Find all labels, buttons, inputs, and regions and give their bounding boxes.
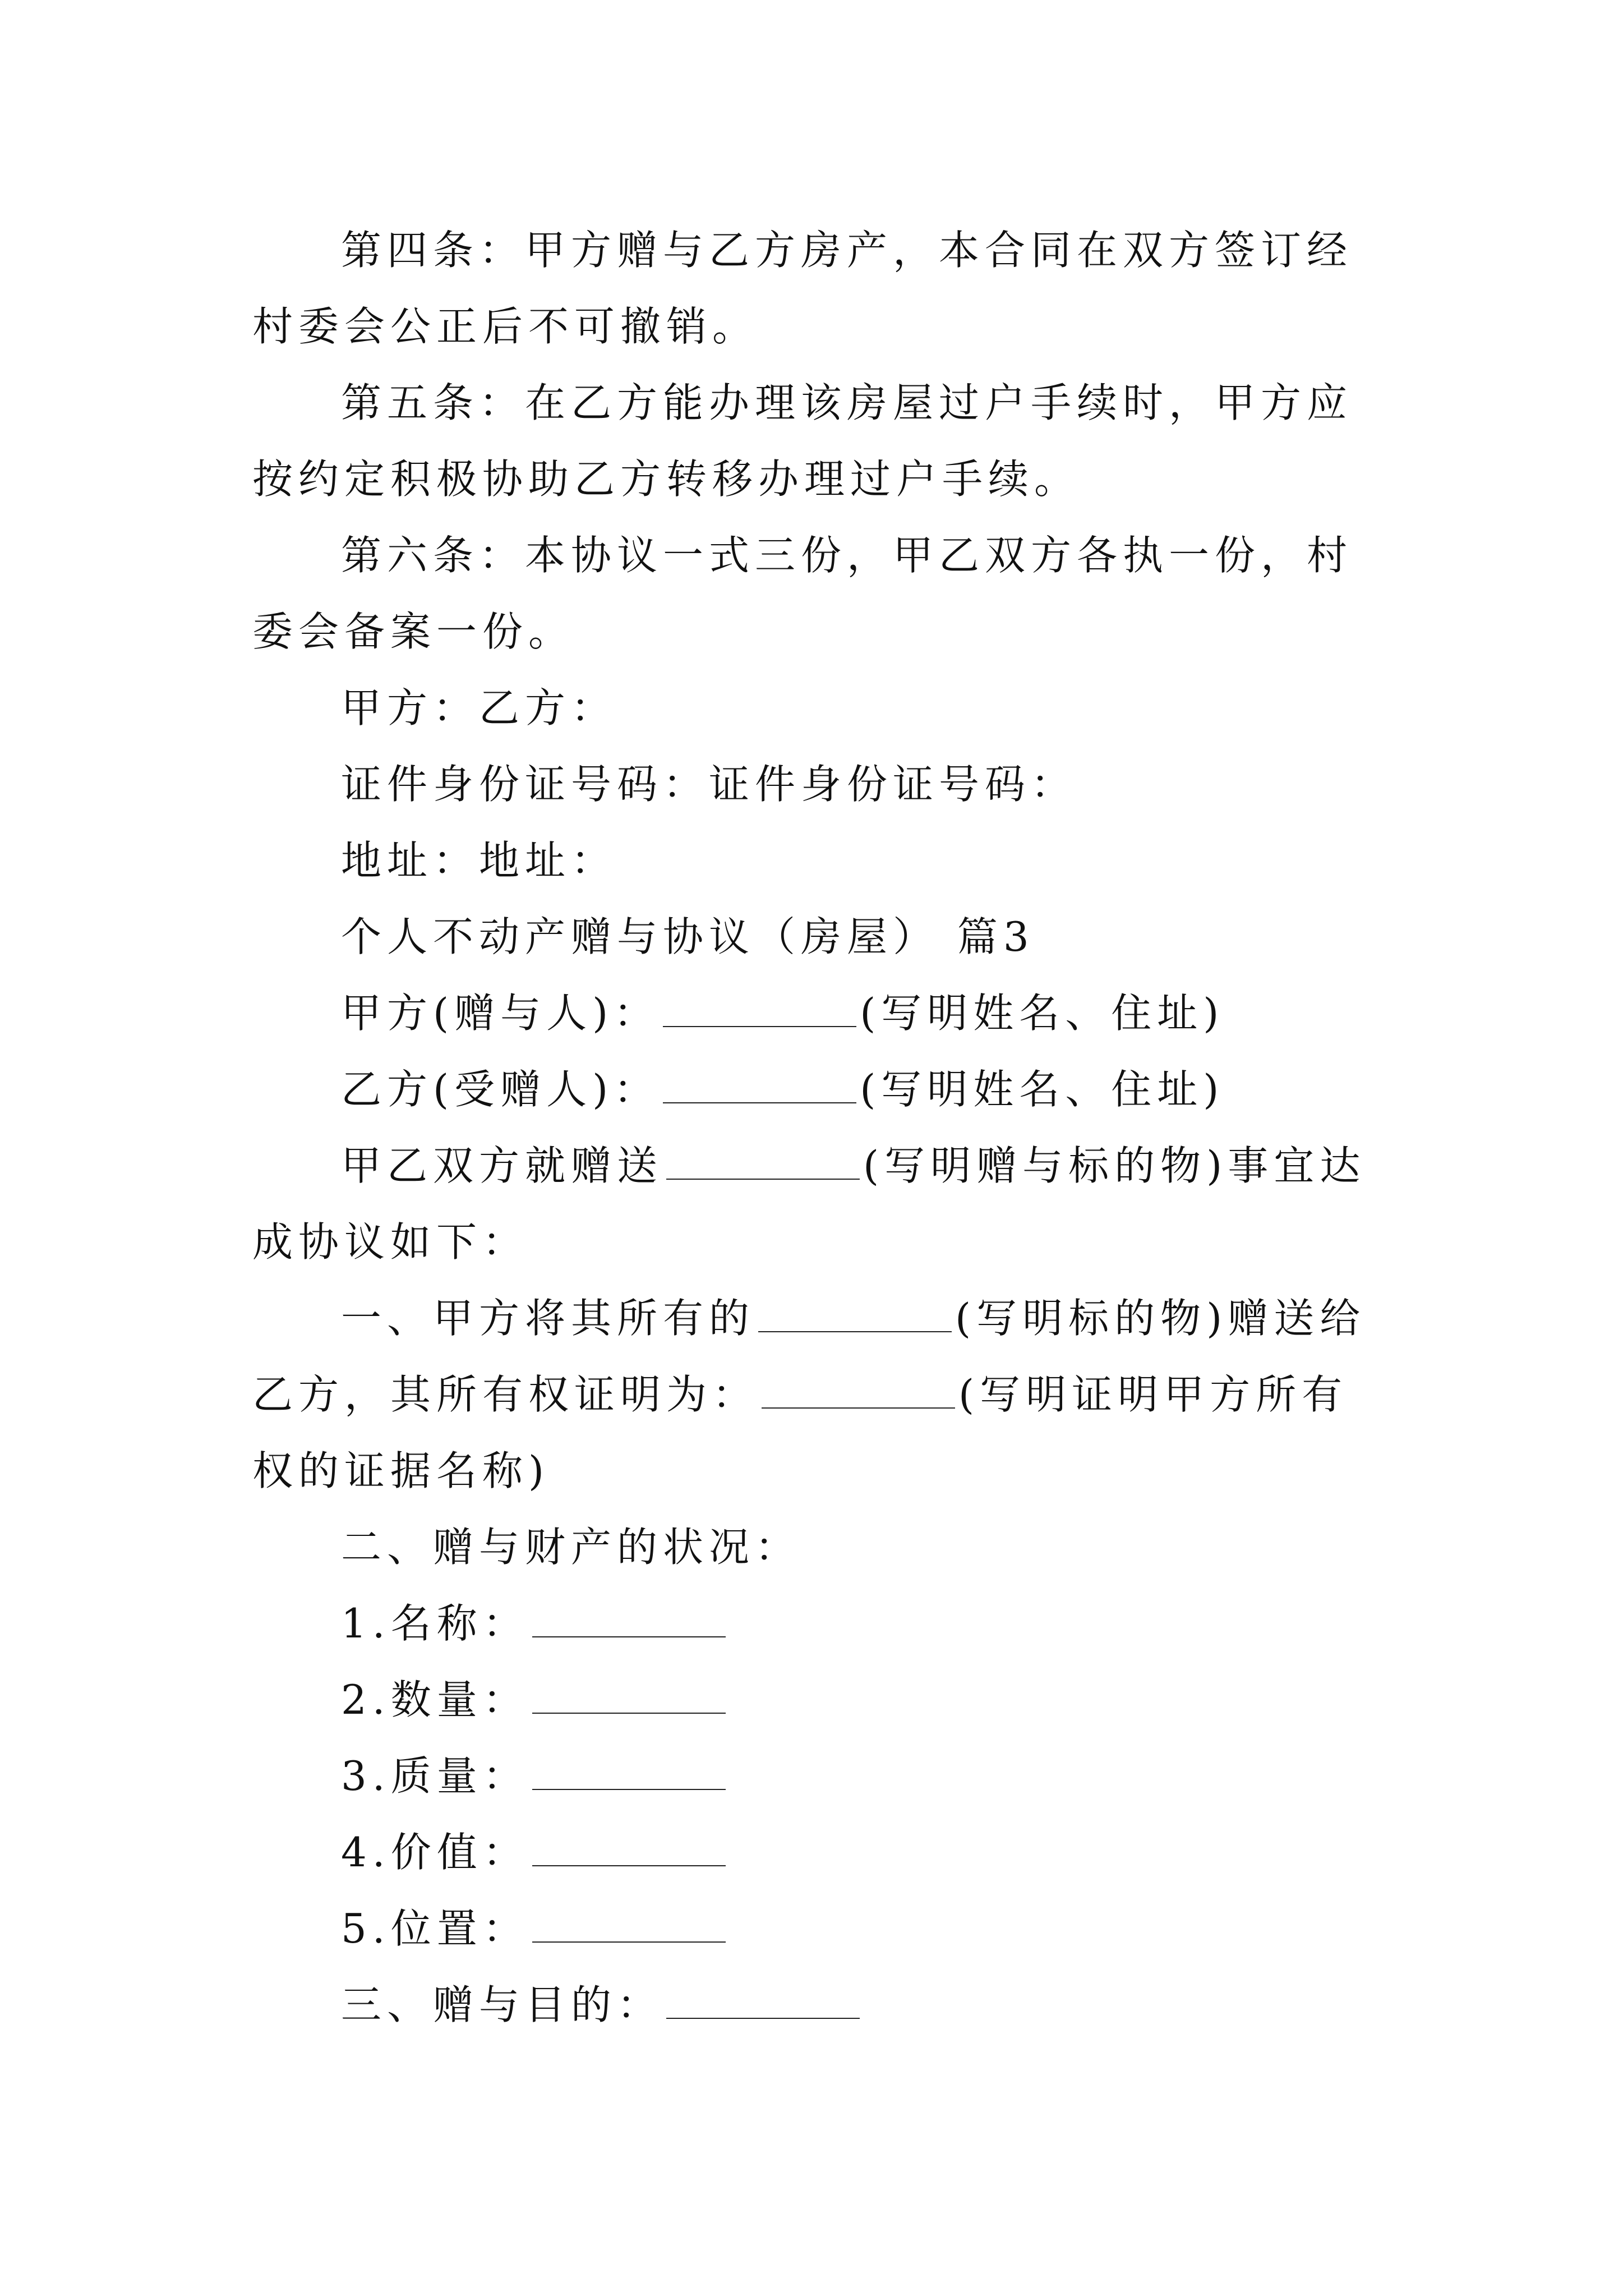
agreement-intro: 甲乙双方就赠送 (写明赠与标的物)事宜达成协议如下： — [252, 1142, 1366, 1266]
property-name-line: 1.名称： — [252, 1585, 1391, 1662]
article-6: 第六条：本协议一式三份，甲乙双方各执一份，村委会备案一份。 — [252, 532, 1353, 655]
clause-2-heading: 二、赠与财产的状况： — [341, 1524, 801, 1571]
clause-1: 一、甲方将其所有的 (写明标的物)赠送给乙方，其所有权证明为： (写明证明甲方所有权的证据名称) — [252, 1295, 1366, 1494]
fill-in-blank — [666, 1145, 860, 1180]
property-value-line: 4.价值： — [252, 1814, 1391, 1890]
fill-in-blank — [532, 1603, 726, 1637]
fill-in-blank — [532, 1755, 726, 1790]
signature-address-line: 地址：地址： — [341, 837, 617, 884]
fill-in-blank — [532, 1832, 726, 1866]
fill-in-blank — [666, 1984, 860, 2019]
fill-in-blank — [532, 1908, 726, 1943]
property-location-line: 5.位置： — [252, 1890, 1391, 1967]
party-a-line: 甲方(赠与人)： (写明姓名、住址) — [341, 990, 1225, 1037]
signature-party-line: 甲方：乙方： — [341, 684, 617, 731]
signature-id-line: 证件身份证号码：证件身份证号码： — [341, 761, 1077, 808]
property-quantity-line: 2.数量： — [252, 1662, 1391, 1738]
property-quality-line: 3.质量： — [252, 1738, 1391, 1814]
article-5: 第五条：在乙方能办理该房屋过户手续时，甲方应按约定积极协助乙方转移办理过户手续。 — [252, 379, 1353, 503]
section-heading: 个人不动产赠与协议（房屋） 篇3 — [341, 913, 1035, 960]
fill-in-blank — [762, 1374, 955, 1409]
clause-3-purpose: 三、赠与目的： — [252, 1967, 1391, 2043]
party-b-line: 乙方(受赠人)： (写明姓名、住址) — [341, 1066, 1225, 1113]
fill-in-blank — [532, 1679, 726, 1714]
fill-in-blank — [758, 1297, 952, 1332]
fill-in-blank — [663, 1069, 856, 1103]
document-body — [252, 212, 1391, 2043]
article-4: 第四条：甲方赠与乙方房产，本合同在双方签订经村委会公正后不可撤销。 — [252, 227, 1353, 350]
fill-in-blank — [663, 992, 856, 1027]
